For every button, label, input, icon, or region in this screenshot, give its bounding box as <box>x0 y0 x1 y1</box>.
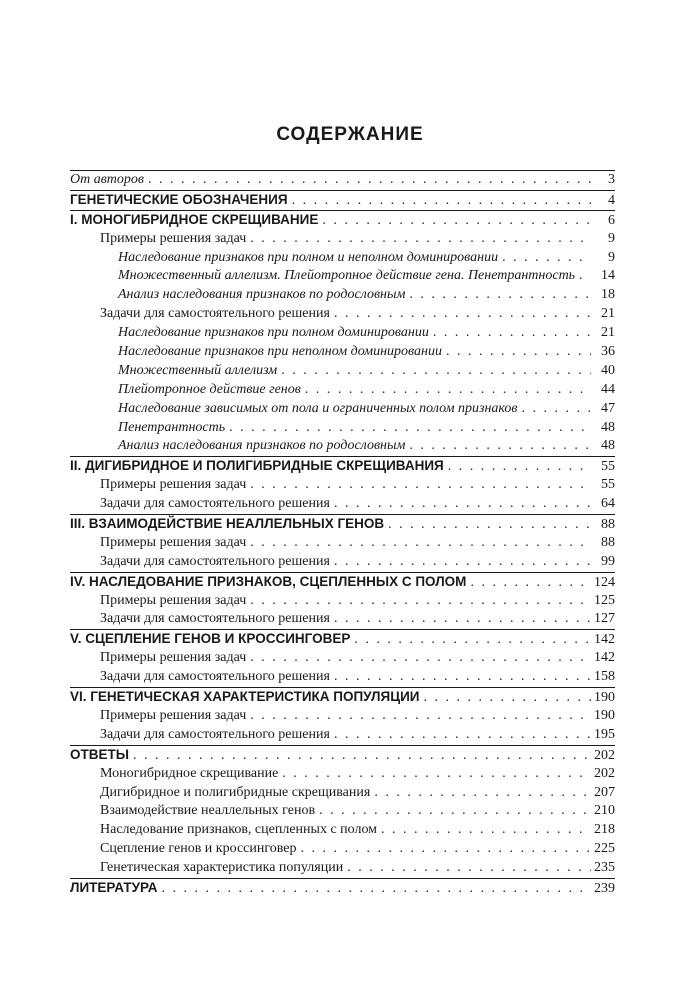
dot-leader <box>301 840 592 859</box>
toc-entry[interactable] <box>70 476 615 495</box>
toc-entry[interactable] <box>70 802 615 821</box>
toc-entry-page: 125 <box>594 592 615 608</box>
toc-entry-page: 225 <box>594 841 615 857</box>
dot-leader <box>250 592 591 611</box>
toc-entry-page: 48 <box>601 438 615 454</box>
toc-entry-label: Анализ наследования признаков по родословным <box>118 287 406 303</box>
dot-leader <box>250 230 591 249</box>
toc-entry-label: Дигибридное и полигибридные скрещивания <box>100 784 371 800</box>
toc-entry[interactable] <box>70 515 615 534</box>
toc-entry-page: 40 <box>601 362 615 378</box>
toc-entry-label: IV. НАСЛЕДОВАНИЕ ПРИЗНАКОВ, СЦЕПЛЕННЫХ С ПОЛОМ <box>70 573 467 589</box>
toc-entry-page: 127 <box>594 611 615 627</box>
toc-entry-label: ОТВЕТЫ <box>70 746 129 762</box>
toc-entry-label: Задачи для самостоятельного решения <box>100 553 330 569</box>
dot-leader <box>354 631 591 650</box>
dot-leader <box>446 343 591 362</box>
dot-leader <box>322 212 591 231</box>
toc-entry-label: От авторов <box>70 172 144 187</box>
toc-entry[interactable] <box>70 573 615 592</box>
toc-entry[interactable] <box>70 610 615 629</box>
toc-entry-page: 14 <box>601 268 615 284</box>
toc-entry-page: 218 <box>594 822 615 838</box>
toc-entry-page: 239 <box>594 880 615 896</box>
toc-entry-page: 18 <box>601 287 615 303</box>
toc-entry-page: 142 <box>594 650 615 666</box>
toc-entry[interactable] <box>70 286 615 305</box>
toc-entry-page: 207 <box>594 784 615 800</box>
toc-entry-page: 210 <box>594 803 615 819</box>
dot-leader <box>579 267 591 286</box>
dot-leader <box>334 668 591 687</box>
toc-entry-page: 64 <box>601 496 615 512</box>
toc-entry-label: III. ВЗАИМОДЕЙСТВИЕ НЕАЛЛЕЛЬНЫХ ГЕНОВ <box>70 516 385 532</box>
toc-entry-label: VI. ГЕНЕТИЧЕСКАЯ ХАРАКТЕРИСТИКА ПОПУЛЯЦИИ <box>70 689 420 705</box>
dot-leader <box>250 649 591 668</box>
toc-entry[interactable] <box>70 840 615 859</box>
toc-entry-page: 6 <box>608 212 615 228</box>
toc-entry-label: Множественный аллелизм <box>118 362 278 378</box>
toc-entry[interactable] <box>70 592 615 611</box>
dot-leader <box>388 516 591 535</box>
toc-entry[interactable] <box>70 859 615 878</box>
toc-entry-label: I. МОНОГИБРИДНОЕ СКРЕЩИВАНИЕ <box>70 211 319 227</box>
toc-entry-page: 36 <box>601 344 615 360</box>
toc-entry-page: 88 <box>601 534 615 550</box>
toc-entry-page: 195 <box>594 726 615 742</box>
toc-entry[interactable] <box>70 419 615 438</box>
toc-entry-label: Задачи для самостоятельного решения <box>100 726 330 742</box>
dot-leader <box>470 574 591 593</box>
toc-entry[interactable] <box>70 267 615 286</box>
toc-entry-page: 21 <box>601 325 615 341</box>
toc-entry[interactable] <box>70 191 615 210</box>
toc-entry[interactable] <box>70 230 615 249</box>
table-of-contents <box>70 170 615 898</box>
dot-leader <box>502 249 591 268</box>
dot-leader <box>250 476 591 495</box>
dot-leader <box>409 286 591 305</box>
toc-entry-page: 3 <box>608 172 615 187</box>
toc-entry-label: Наследование признаков при неполном доминировании <box>118 344 442 360</box>
dot-leader <box>334 305 591 324</box>
dot-leader <box>162 880 591 899</box>
toc-entry-page: 190 <box>594 690 615 706</box>
toc-entry-label: Анализ наследования признаков по родословным <box>118 438 406 454</box>
dot-leader <box>433 324 591 343</box>
toc-entry[interactable] <box>70 211 615 230</box>
toc-entry-page: 48 <box>601 419 615 435</box>
dot-leader <box>334 495 591 514</box>
toc-entry[interactable] <box>70 688 615 707</box>
toc-entry-label: Наследование зависимых от пола и ограниченных полом признаков <box>118 400 518 416</box>
toc-entry[interactable] <box>70 784 615 803</box>
toc-entry[interactable] <box>70 362 615 381</box>
toc-entry-label: ГЕНЕТИЧЕСКИЕ ОБОЗНАЧЕНИЯ <box>70 191 288 207</box>
dot-leader <box>250 534 591 553</box>
dot-leader <box>250 707 591 726</box>
toc-entry-page: 202 <box>594 747 615 763</box>
toc-entry[interactable] <box>70 630 615 649</box>
dot-leader <box>305 381 591 400</box>
dot-leader <box>319 802 591 821</box>
dot-leader <box>409 437 591 456</box>
toc-entry-label: Сцепление генов и кроссинговер <box>100 841 297 857</box>
dot-leader <box>448 458 591 477</box>
toc-entry[interactable] <box>70 746 615 765</box>
dot-leader <box>281 362 591 381</box>
toc-entry-label: Плейотропное действие генов <box>118 381 301 397</box>
toc-entry-page: 9 <box>608 249 615 265</box>
dot-leader <box>522 400 592 419</box>
toc-entry-label: Наследование признаков при полном и неполном доминировании <box>118 249 499 265</box>
toc-entry[interactable] <box>70 457 615 476</box>
toc-entry-label: Множественный аллелизм. Плейотропное действие гена. Пенетрантность <box>118 268 576 284</box>
toc-entry-label: Взаимодействие неаллельных генов <box>100 803 316 819</box>
toc-entry[interactable] <box>70 324 615 343</box>
toc-entry-label: Генетическая характеристика популяции <box>100 860 344 876</box>
toc-entry[interactable] <box>70 668 615 687</box>
toc-entry-page: 47 <box>601 400 615 416</box>
dot-leader <box>133 747 591 766</box>
toc-entry-page: 190 <box>594 707 615 723</box>
toc-entry-page: 55 <box>601 459 615 475</box>
toc-entry-label: V. СЦЕПЛЕНИЕ ГЕНОВ И КРОССИНГОВЕР <box>70 631 351 647</box>
dot-leader <box>374 784 591 803</box>
toc-entry[interactable] <box>70 726 615 745</box>
dot-leader <box>347 859 591 878</box>
toc-entry-page: 9 <box>608 230 615 246</box>
dot-leader <box>282 765 591 784</box>
toc-entry[interactable] <box>70 381 615 400</box>
toc-entry[interactable] <box>70 534 615 553</box>
toc-entry-label: Задачи для самостоятельного решения <box>100 611 330 627</box>
toc-entry-page: 21 <box>601 306 615 322</box>
toc-entry[interactable] <box>70 343 615 362</box>
toc-entry[interactable] <box>70 765 615 784</box>
toc-entry-label: Примеры решения задач <box>100 592 247 608</box>
toc-entry-page: 88 <box>601 517 615 533</box>
dot-leader <box>424 689 592 708</box>
toc-entry-label: ЛИТЕРАТУРА <box>70 879 158 895</box>
toc-entry-label: Пенетрантность <box>118 419 226 435</box>
toc-entry-page: 4 <box>608 192 615 208</box>
toc-entry-page: 202 <box>594 765 615 781</box>
toc-entry-page: 142 <box>594 632 615 648</box>
toc-entry[interactable] <box>70 879 615 898</box>
toc-entry-label: Наследование признаков при полном доминировании <box>118 325 429 341</box>
toc-entry-label: Моногибридное скрещивание <box>100 765 279 781</box>
toc-entry-label: Задачи для самостоятельного решения <box>100 669 330 685</box>
toc-entry-label: Задачи для самостоятельного решения <box>100 496 330 512</box>
toc-entry-label: Задачи для самостоятельного решения <box>100 306 330 322</box>
toc-entry[interactable] <box>70 553 615 572</box>
toc-entry-page: 99 <box>601 553 615 569</box>
toc-entry-label: II. ДИГИБРИДНОЕ И ПОЛИГИБРИДНЫЕ СКРЕЩИВАНИЯ <box>70 458 444 474</box>
toc-entry-page: 235 <box>594 860 615 876</box>
toc-entry-label: Примеры решения задач <box>100 477 247 493</box>
dot-leader <box>381 821 591 840</box>
toc-entry[interactable] <box>70 249 615 268</box>
toc-entry-label: Примеры решения задач <box>100 534 247 550</box>
toc-entry[interactable] <box>70 171 615 190</box>
dot-leader <box>292 192 591 211</box>
toc-entry[interactable] <box>70 649 615 668</box>
toc-entry-label: Примеры решения задач <box>100 650 247 666</box>
toc-entry-label: Наследование признаков, сцепленных с полом <box>100 822 378 838</box>
toc-entry-page: 55 <box>601 477 615 493</box>
toc-entry[interactable] <box>70 305 615 324</box>
toc-entry-label: Примеры решения задач <box>100 230 247 246</box>
dot-leader <box>229 419 591 438</box>
toc-entry[interactable] <box>70 495 615 514</box>
toc-entry-label: Примеры решения задач <box>100 707 247 723</box>
toc-entry[interactable] <box>70 437 615 456</box>
toc-entry-page: 124 <box>594 574 615 590</box>
toc-entry[interactable] <box>70 400 615 419</box>
toc-entry[interactable] <box>70 707 615 726</box>
dot-leader <box>334 726 591 745</box>
page-title: СОДЕРЖАНИЕ <box>276 124 424 145</box>
dot-leader <box>334 610 591 629</box>
dot-leader <box>334 553 591 572</box>
toc-entry[interactable] <box>70 821 615 840</box>
toc-entry-page: 158 <box>594 669 615 685</box>
dot-leader <box>148 171 591 190</box>
toc-entry-page: 44 <box>601 381 615 397</box>
